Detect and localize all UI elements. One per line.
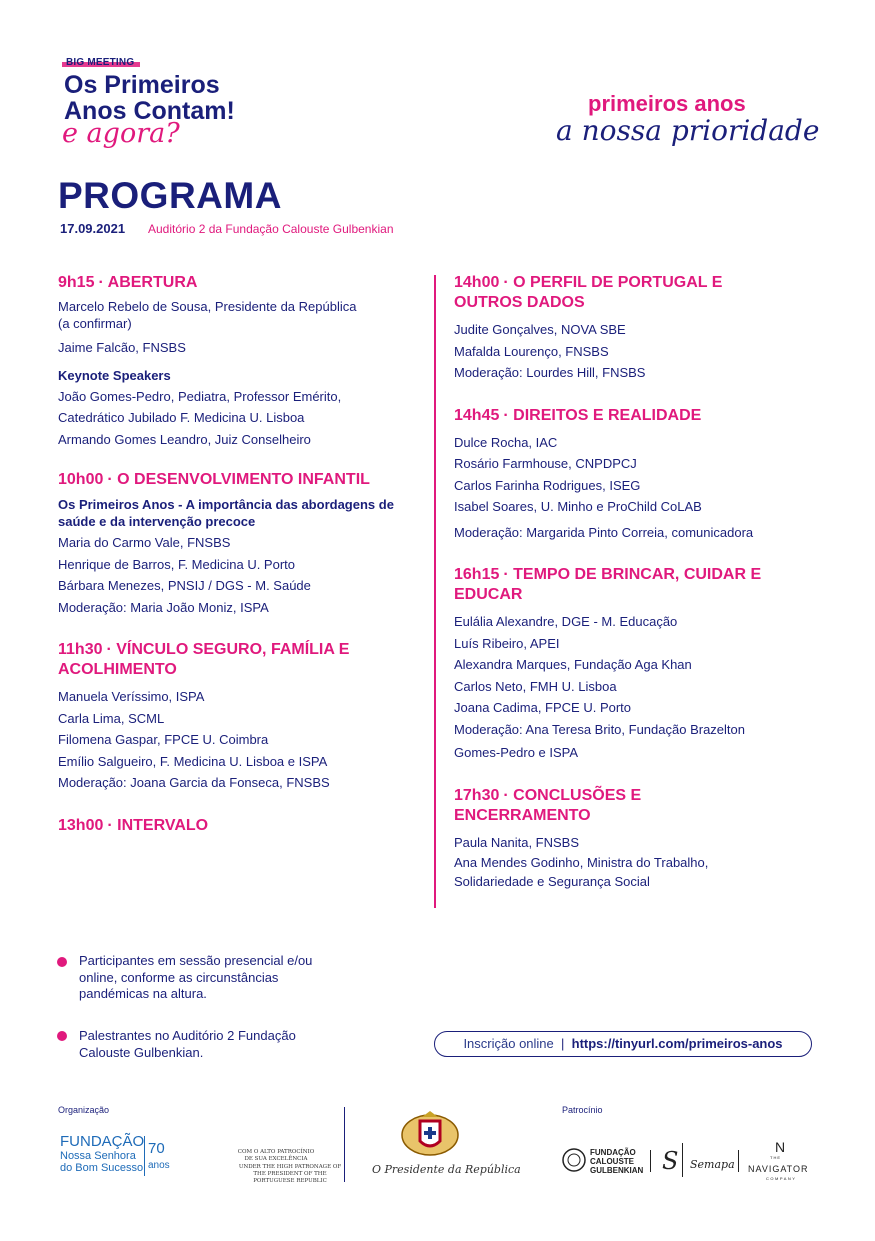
title-line-2: Anos Contam! <box>64 97 235 125</box>
gulbenkian-name <box>590 1148 643 1175</box>
speaker-line: Carlos Neto, FMH U. Lisboa <box>454 678 617 694</box>
speaker-line: Solidariedade e Segurança Social <box>454 874 650 889</box>
session-time: 17h30 <box>454 786 500 804</box>
speaker-line: Judite Gonçalves, NOVA SBE <box>454 322 626 337</box>
speaker-line: Catedrático Jubilado F. Medicina U. Lisboa <box>58 410 305 425</box>
session-rights <box>454 406 814 544</box>
patronage-pt: COM O ALTO PATROCÍNIO DE SUA EXCELÊNCIA <box>237 1149 315 1162</box>
speaker-line: Ana Mendes Godinho, Ministra do Trabalho, <box>454 855 709 870</box>
session-heading <box>454 786 704 826</box>
bullet-icon <box>57 957 67 967</box>
registration-label: Inscrição online <box>463 1036 554 1051</box>
patronage-en: UNDER THE HIGH PATRONAGE OF THE PRESIDENT OF THE PORTUGUESE REPUBLIC <box>238 1164 342 1184</box>
session-heading <box>58 470 418 490</box>
sponsor-divider <box>738 1150 739 1172</box>
patronage-divider <box>344 1107 345 1182</box>
gulbenkian-line: CALOUSTE <box>590 1157 634 1166</box>
session-title: · INTERVALO <box>107 816 209 834</box>
speaker-line: Filomena Gaspar, FPCE U. Coimbra <box>58 732 269 747</box>
session-play <box>454 565 814 764</box>
speaker-line: Moderação: Joana Garcia da Fonseca, FNSBS <box>58 775 330 790</box>
speaker-line: Luís Ribeiro, APEI <box>454 635 560 651</box>
session-title: · DIREITOS E REALIDADE <box>503 406 702 424</box>
speaker-line: Carlos Farinha Rodrigues, ISEG <box>454 477 641 493</box>
speaker-line: Maria do Carmo Vale, FNSBS <box>58 535 231 550</box>
semapa-name: Semapa <box>690 1158 735 1171</box>
speaker-line: João Gomes-Pedro, Pediatra, Professor Emérito, <box>58 388 342 404</box>
session-time: 14h45 <box>454 406 500 424</box>
speaker-line: Alexandra Marques, Fundação Aga Khan <box>454 657 692 672</box>
gulbenkian-line: FUNDAÇÃO <box>590 1148 636 1157</box>
speaker-line: Emílio Salgueiro, F. Medicina U. Lisboa e ISPA <box>58 753 328 769</box>
speaker-line: Jaime Falcão, FNSBS <box>58 340 186 355</box>
session-title: · O PERFIL DE PORTUGAL E OUTROS DADOS <box>454 274 723 311</box>
event-date: 17.09.2021 <box>60 221 126 236</box>
schedule-right-column <box>454 273 814 913</box>
session-heading <box>58 640 368 680</box>
session-title: · ABERTURA <box>98 274 198 291</box>
bullet-icon <box>57 1031 67 1041</box>
registration-url[interactable]: https://tinyurl.com/primeiros-anos <box>571 1036 783 1051</box>
session-heading <box>454 565 774 605</box>
fnsbs-years-label: anos <box>148 1160 170 1171</box>
president-label: O Presidente da República <box>372 1163 521 1176</box>
speaker-line: Marcelo Rebelo de Sousa, Presidente da República <box>58 299 357 314</box>
tagline-secondary: a nossa prioridade <box>556 114 820 147</box>
session-title: · VÍNCULO SEGURO, FAMÍLIA E ACOLHIMENTO <box>58 641 350 678</box>
semapa-logo-mark: S <box>662 1147 679 1175</box>
organization-label: Organização <box>58 1105 110 1115</box>
speaker-line: Moderação: Margarida Pinto Correia, comunicadora <box>454 524 754 540</box>
speaker-line: Henrique de Barros, F. Medicina U. Porto <box>58 556 295 572</box>
session-heading <box>454 406 814 426</box>
speaker-line: Gomes-Pedro e ISPA <box>454 745 579 760</box>
event-kicker: BIG MEETING <box>66 57 135 68</box>
speaker-line: Moderação: Ana Teresa Brito, Fundação Brazelton <box>454 721 745 737</box>
session-time: 16h15 <box>454 566 500 583</box>
session-portugal-profile <box>454 273 814 384</box>
session-time: 11h30 <box>58 641 103 658</box>
gulbenkian-logo-icon <box>562 1148 586 1172</box>
session-title: · TEMPO DE BRINCAR, CUIDAR E EDUCAR <box>454 566 762 603</box>
session-heading <box>58 273 418 293</box>
speaker-line: Isabel Soares, U. Minho e ProChild CoLAB <box>454 499 702 514</box>
registration-link[interactable] <box>434 1031 812 1057</box>
coat-of-arms-icon <box>398 1107 462 1159</box>
fnsbs-logo-name: FUNDAÇÃO <box>60 1133 145 1150</box>
speaker-line: Carla Lima, SCML <box>58 710 165 726</box>
session-attachment <box>58 640 418 794</box>
speaker-line: Paula Nanita, FNSBS <box>454 834 580 850</box>
session-subtitle: Os Primeiros Anos - A importância das abordagens de saúde e da intervenção precoce <box>58 497 394 529</box>
fnsbs-sub-line: do Bom Sucesso <box>60 1162 144 1174</box>
speaker-line: Rosário Farmhouse, CNPDPCJ <box>454 456 637 471</box>
navigator-small: THE <box>770 1155 781 1160</box>
navigator-name: NAVIGATOR <box>748 1164 809 1174</box>
speaker-line: Armando Gomes Leandro, Juiz Conselheiro <box>58 431 311 447</box>
speaker-line: (a confirmar) <box>58 316 132 331</box>
session-break <box>58 816 418 836</box>
fnsbs-divider <box>144 1136 145 1176</box>
session-time: 14h00 <box>454 274 500 291</box>
session-subtitle: Keynote Speakers <box>58 367 171 383</box>
gulbenkian-line: GULBENKIAN <box>590 1166 644 1175</box>
speaker-line: Moderação: Lourdes Hill, FNSBS <box>454 365 646 380</box>
session-opening <box>58 273 418 450</box>
speaker-line: Bárbara Menezes, PNSIJ / DGS - M. Saúde <box>58 578 311 593</box>
session-development <box>58 470 418 618</box>
note-speakers: Palestrantes no Auditório 2 Fundação Calouste Gulbenkian. <box>79 1028 296 1060</box>
speaker-line: Joana Cadima, FPCE U. Porto <box>454 700 632 715</box>
session-closing <box>454 786 814 892</box>
speaker-line: Eulália Alexandre, DGE - M. Educação <box>454 614 678 629</box>
sponsor-label: Patrocínio <box>562 1105 603 1115</box>
session-title: · CONCLUSÕES E ENCERRAMENTO <box>454 786 642 824</box>
tagline-primary: primeiros anos <box>588 91 746 116</box>
session-time: 9h15 <box>58 274 95 291</box>
title-line-1: Os Primeiros <box>64 71 220 99</box>
session-time: 13h00 <box>58 816 104 834</box>
note-participants: Participantes em sessão presencial e/ou online, conforme as circunstâncias pandémicas na altura. <box>79 953 313 1001</box>
column-divider <box>434 275 436 908</box>
speaker-line: Manuela Veríssimo, ISPA <box>58 689 205 704</box>
sponsor-divider <box>650 1150 651 1172</box>
fnsbs-years: 70 <box>148 1140 165 1157</box>
navigator-company: COMPANY <box>766 1176 797 1181</box>
session-time: 10h00 <box>58 471 104 488</box>
page-title: PROGRAMA <box>58 175 282 216</box>
event-title-script: e agora? <box>62 118 180 149</box>
navigator-logo-mark: N <box>775 1139 786 1155</box>
session-heading <box>58 816 418 836</box>
speaker-line: Mafalda Lourenço, FNSBS <box>454 343 609 359</box>
speaker-line: Moderação: Maria João Moniz, ISPA <box>58 599 269 615</box>
session-title: · O DESENVOLVIMENTO INFANTIL <box>107 471 370 488</box>
fnsbs-sub-line: Nossa Senhora <box>60 1150 136 1162</box>
session-heading <box>454 273 754 313</box>
event-venue: Auditório 2 da Fundação Calouste Gulbenkian <box>148 222 394 236</box>
event-title <box>64 72 294 124</box>
semapa-logo-divider <box>682 1143 683 1177</box>
registration-separator: | <box>561 1036 565 1051</box>
fnsbs-logo-sub <box>60 1150 143 1174</box>
speaker-line: Dulce Rocha, IAC <box>454 434 558 450</box>
schedule-left-column <box>58 273 418 858</box>
